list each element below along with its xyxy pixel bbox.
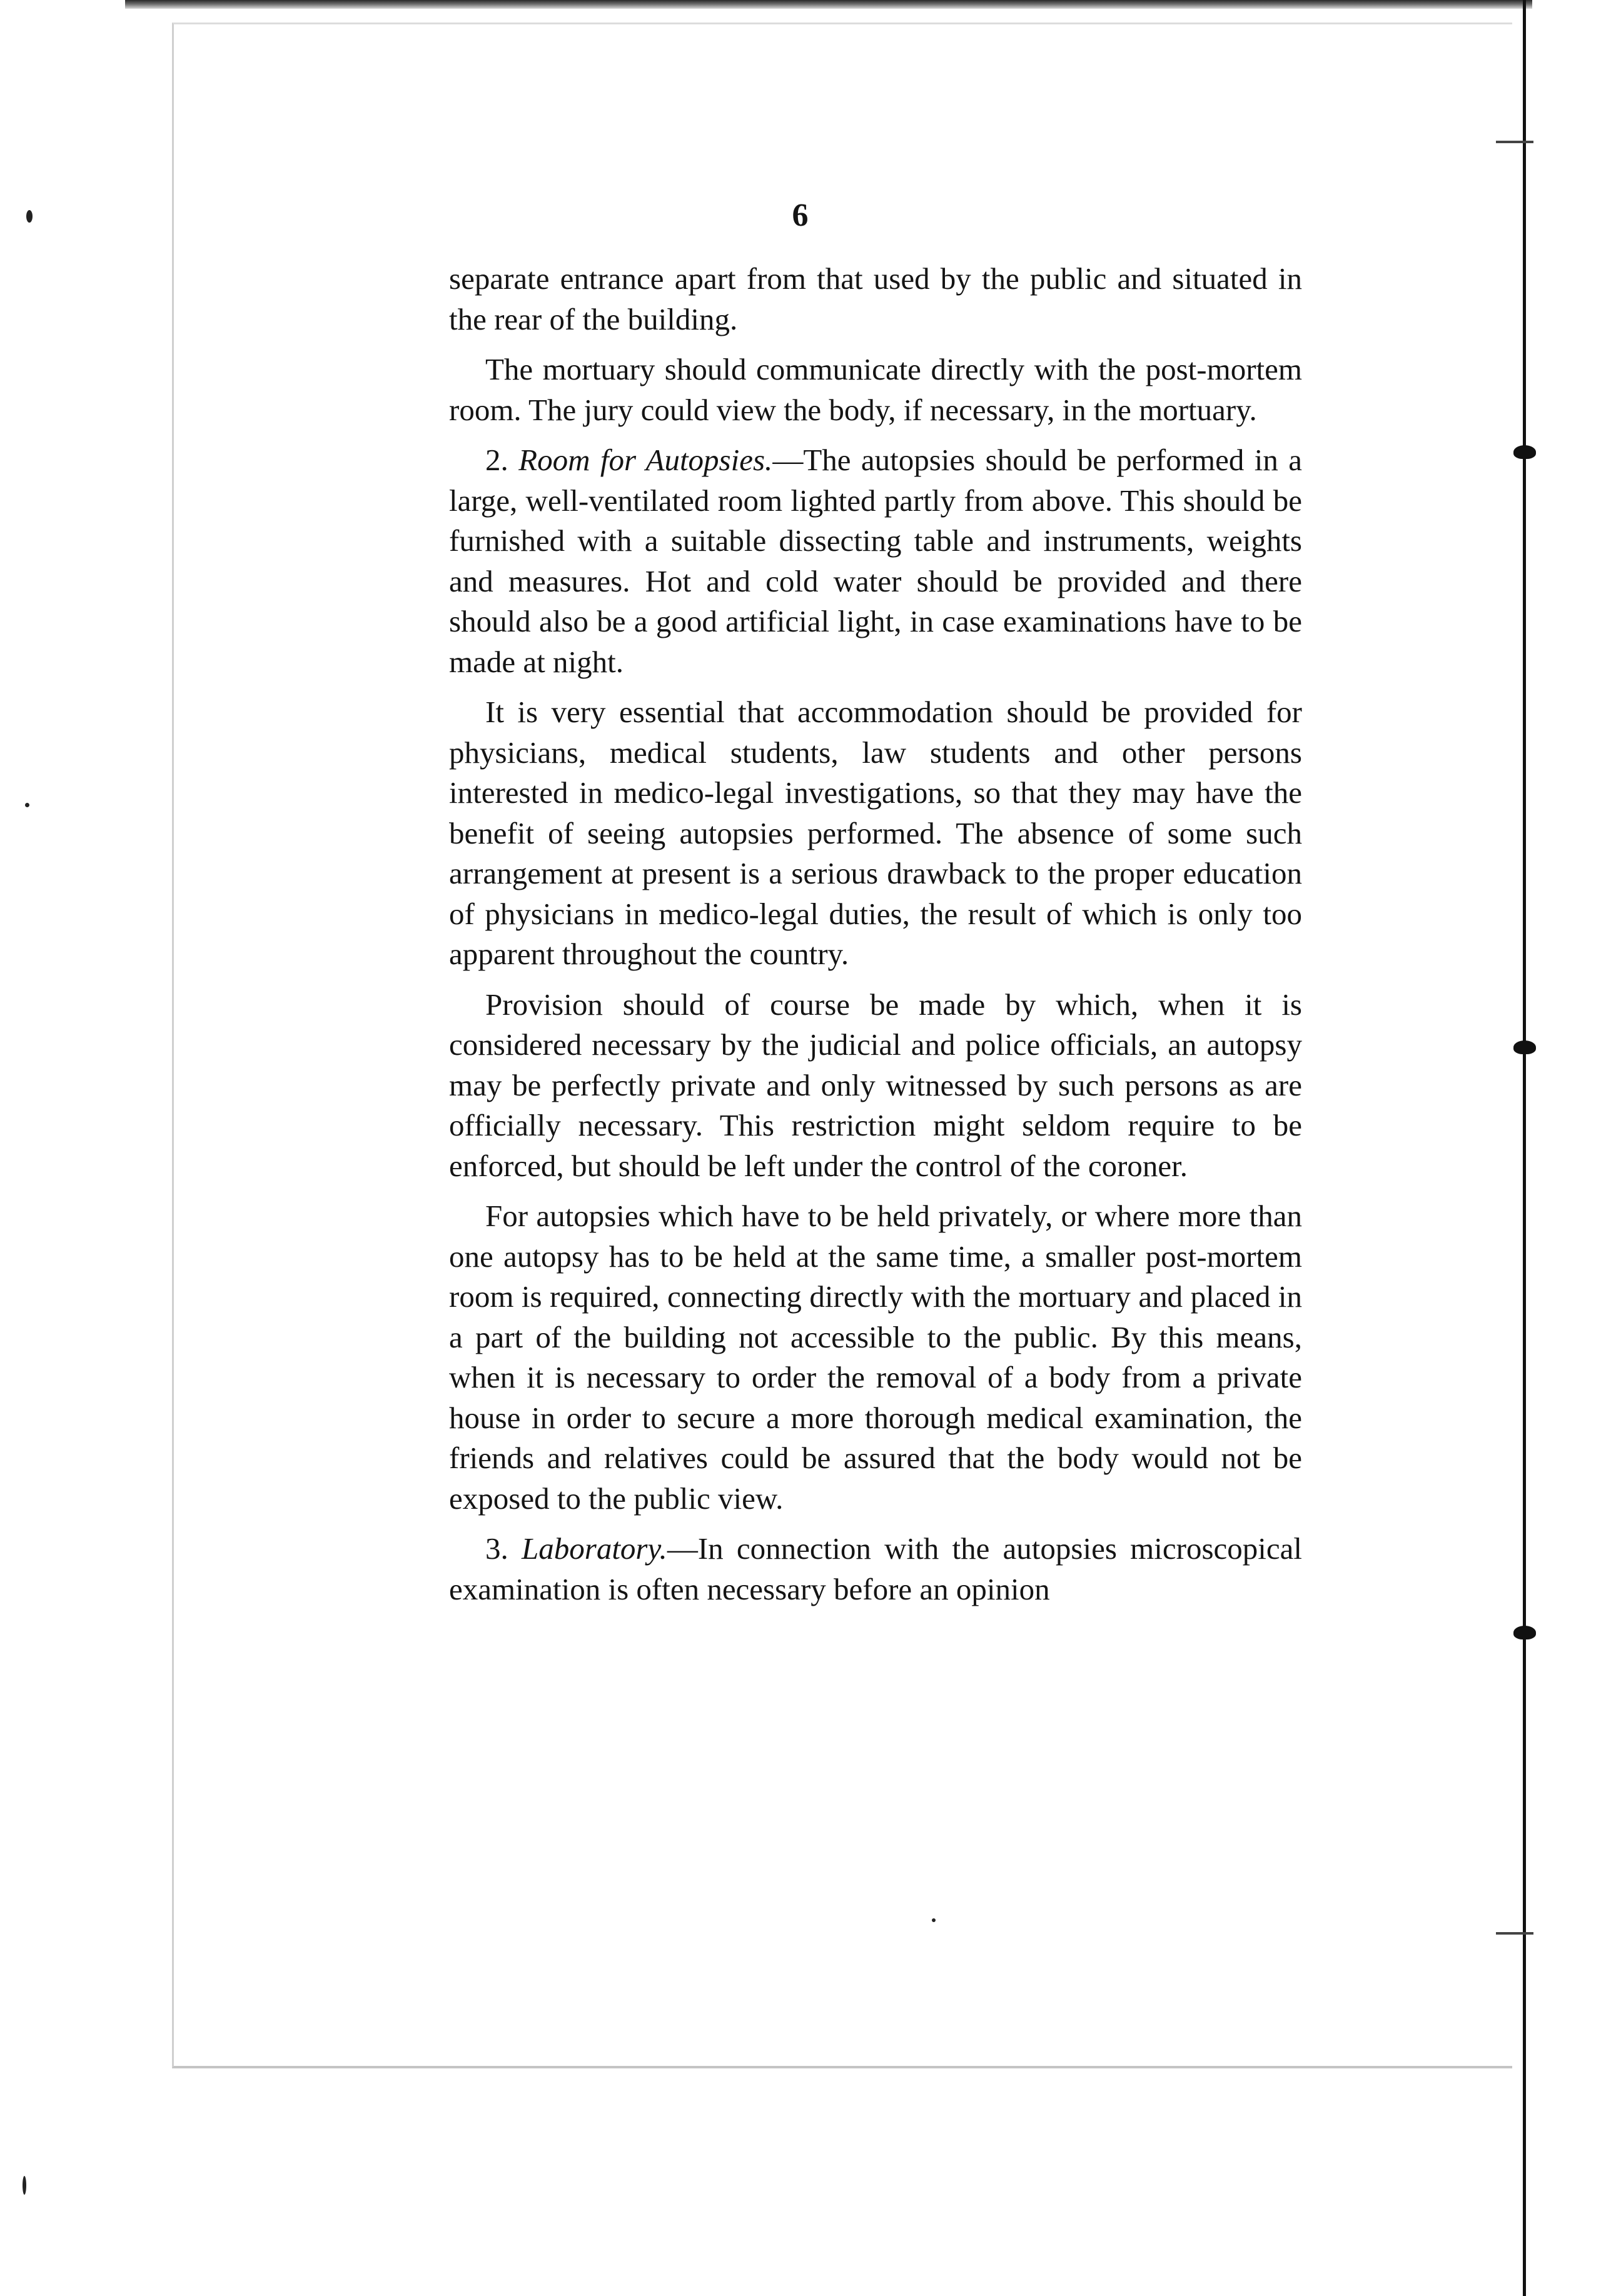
binding-mark — [1513, 445, 1536, 459]
scan-edge-top — [125, 0, 1532, 9]
binding-mark — [1513, 1040, 1536, 1054]
binding-tick — [1496, 1932, 1533, 1935]
section-number: 3. — [485, 1531, 522, 1566]
section-title: Laboratory. — [522, 1531, 667, 1566]
section-title: Room for Autopsies. — [518, 443, 773, 477]
section-text: —In connection with the autopsies microscopical examination is often necessary before an opinion — [449, 1531, 1303, 1606]
scan-speck — [23, 2176, 26, 2195]
section-number: 2. — [485, 443, 519, 477]
paragraph-laboratory — [449, 1529, 1302, 1609]
page-number: 6 — [792, 198, 809, 233]
scan-speck — [932, 1918, 936, 1922]
paragraph-continuation: separate entrance apart from that used by the public and situated in the rear of the building. — [449, 261, 1302, 336]
paragraph-provision: Provision should of course be made by which, when it is considered necessary by the judicial and police officials, an autopsy may be perfectly private and only witnessed by such persons as are officially necessary. This restriction might seldom require to be enforced, but should be left under the control of the coroner. — [449, 987, 1302, 1183]
body-text — [449, 259, 1302, 1609]
section-text: —The autopsies should be performed in a large, well-ventilated room lighted partly from above. This should be furnished with a suitable dissecting table and instruments, weights and measures. Hot and cold water should be provided and there should also be a good artificial light, in case examinations have to be made at night. — [449, 443, 1302, 679]
scan-speck — [25, 803, 29, 807]
paragraph-private-autopsies: For autopsies which have to be held privately, or where more than one autopsy has to be held at the same time, a smaller post-mortem room is required, connecting directly with the mortuary and placed in a part of the building not accessible to the public. By this means, when it is necessary to order the removal of a body from a private house in order to secure a more thorough medical examination, the friends and relatives could be assured that the body would not be exposed to the public view. — [449, 1199, 1302, 1516]
binding-mark — [1513, 1626, 1536, 1639]
paragraph-mortuary: The mortuary should communicate directly with the post-mortem room. The jury could view the body, if necessary, in the mortuary. — [449, 352, 1302, 427]
binding-line — [1523, 0, 1526, 2296]
binding-tick — [1496, 141, 1533, 143]
paragraph-accommodation: It is very essential that accommodation should be provided for physicians, medical students, law students and other persons interested in medico-legal investigations, so that they may have the benefit of seeing autopsies performed. The absence of some such arrangement at present is a serious drawback to the proper education of physicians in medico-legal duties, the result of which is only too apparent throughout the country. — [449, 695, 1302, 971]
paragraph-room-for-autopsies — [449, 440, 1302, 682]
